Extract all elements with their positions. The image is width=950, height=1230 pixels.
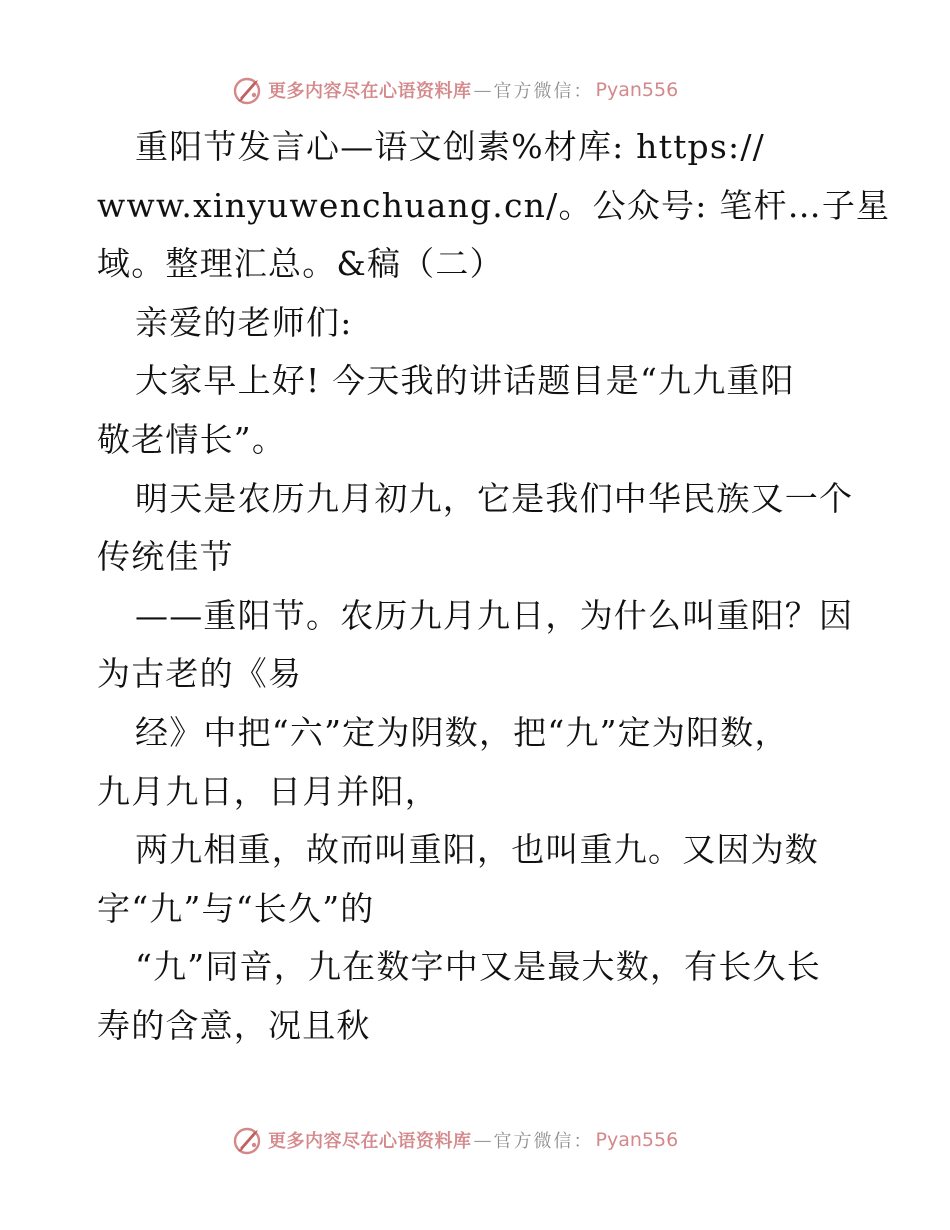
- header-banner: [232, 73, 678, 107]
- body-line: 敬老情长”。: [97, 419, 287, 459]
- body-line: 明天是农历九月初九，它是我们中华民族又一个: [135, 478, 854, 518]
- brush-pen-logo-icon: [232, 1124, 264, 1156]
- banner-tagline: 更多内容尽在心语资料库: [268, 1131, 472, 1152]
- body-line: 大家早上好! 今天我的讲话题目是“九九重阳: [135, 361, 795, 401]
- banner-dash: —: [473, 1129, 492, 1151]
- banner-wechat-id: Pyan556: [595, 79, 679, 101]
- body-line: “九”同音，九在数字中又是最大数，有长久长: [135, 947, 821, 987]
- brush-pen-logo-icon: [232, 74, 264, 106]
- body-line: 为古老的《易: [97, 654, 303, 694]
- body-line: 经》中把“六”定为阴数，把“九”定为阳数，: [135, 712, 789, 752]
- banner-wechat-label: 官方微信：: [493, 81, 594, 102]
- body-line: 传统佳节: [97, 537, 234, 577]
- document-body: [97, 118, 891, 1056]
- banner-tagline: 更多内容尽在心语资料库: [268, 81, 472, 102]
- banner-wechat-label: 官方微信：: [493, 1131, 594, 1152]
- body-line: 重阳节发言心—语文创素%材库: https://: [135, 127, 765, 166]
- body-line: 两九相重，故而叫重阳，也叫重九。又因为数: [135, 830, 819, 870]
- body-line: 域。整理汇总。&稿（二）: [97, 244, 504, 284]
- body-line: 字“九”与“长久”的: [97, 888, 375, 928]
- banner-dash: —: [473, 79, 492, 101]
- footer-banner: [232, 1123, 678, 1157]
- body-line: 九月九日，日月并阳，: [97, 771, 439, 811]
- banner-wechat-id: Pyan556: [595, 1129, 679, 1151]
- body-line: www.xinyuwenchuang.cn/。公众号: 笔杆…子星: [97, 185, 891, 225]
- body-line: ——重阳节。农历九月九日，为什么叫重阳？因: [135, 595, 854, 635]
- body-line: 寿的含意，况且秋: [97, 1005, 371, 1045]
- body-line: 亲爱的老师们:: [135, 302, 353, 342]
